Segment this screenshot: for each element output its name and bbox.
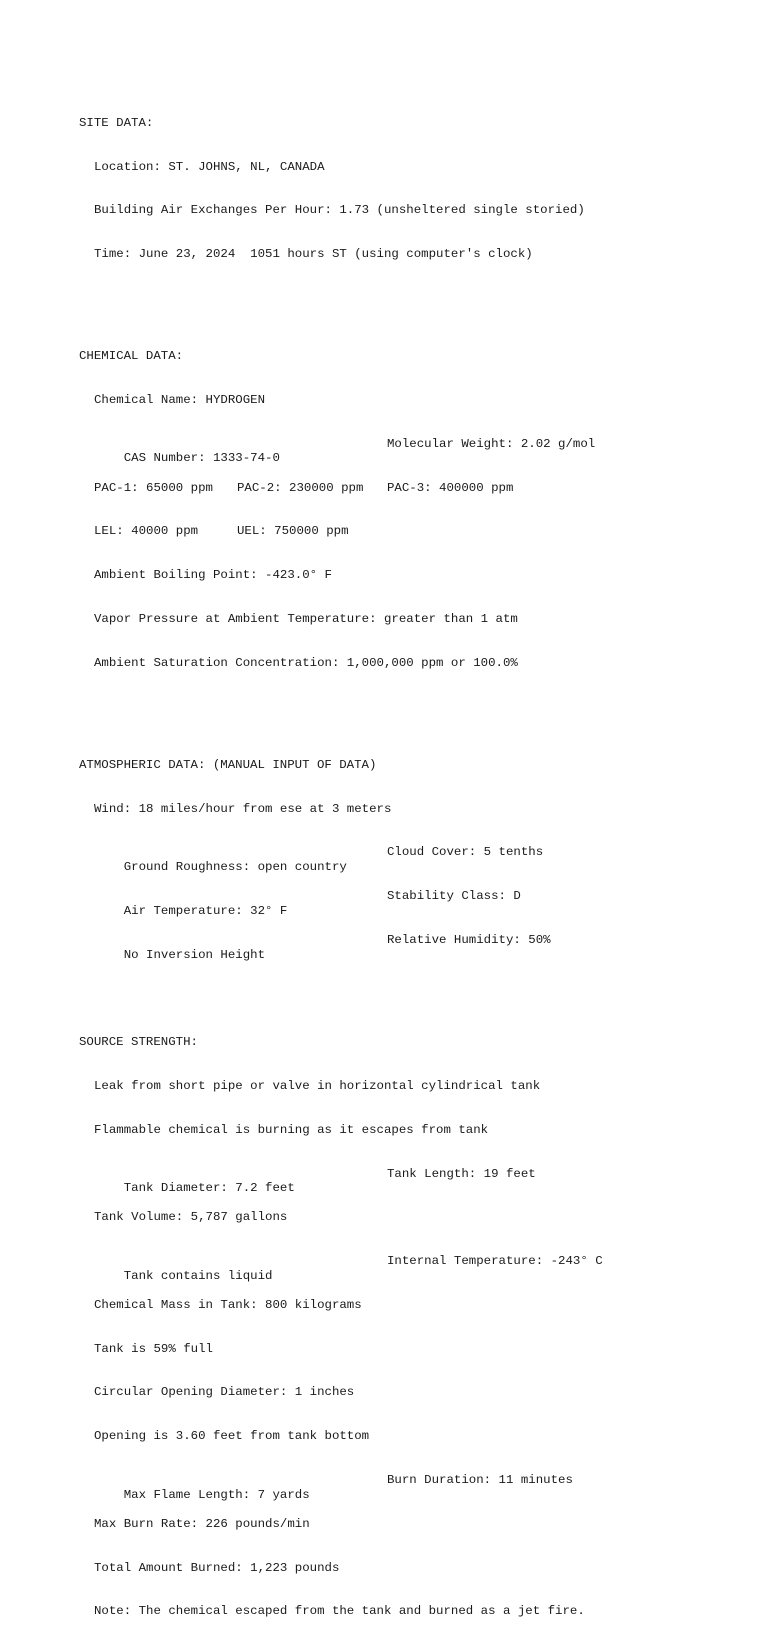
inversion-row — [79, 933, 585, 962]
boiling-point-line: Ambient Boiling Point: -423.0° F — [94, 568, 332, 583]
uel-value: UEL: 750000 ppm — [237, 524, 349, 539]
internal-temperature: Internal Temperature: -243° C — [387, 1254, 603, 1269]
chemical-mass-line: Chemical Mass in Tank: 800 kilograms — [94, 1297, 362, 1312]
max-flame-length: Max Flame Length: 7 yards — [123, 1487, 310, 1502]
air-exchanges-line: Building Air Exchanges Per Hour: 1.73 (unsheltered single storied) — [94, 203, 585, 218]
tank-dimensions-row — [79, 1166, 585, 1196]
lel-value: LEL: 40000 ppm — [94, 524, 199, 539]
cas-row — [79, 436, 596, 466]
cas-number: CAS Number: 1333-74-0 — [123, 451, 280, 466]
note-line: Note: The chemical escaped from the tank and burned as a jet fire. — [94, 1604, 585, 1619]
time-line: Time: June 23, 2024 1051 hours ST (using computer's clock) — [94, 247, 533, 262]
tank-length: Tank Length: 19 feet — [387, 1166, 536, 1181]
burn-duration: Burn Duration: 11 minutes — [387, 1473, 573, 1487]
air-temperature: Air Temperature: 32° F — [123, 903, 288, 918]
tank-diameter: Tank Diameter: 7.2 feet — [123, 1181, 295, 1196]
text-summary-report — [79, 72, 603, 1648]
pac-row — [79, 481, 585, 496]
pac1-value: PAC-1: 65000 ppm — [94, 480, 213, 495]
flammability-limits-row — [79, 524, 585, 539]
chemical-data-heading: CHEMICAL DATA: — [79, 349, 184, 364]
stability-class: Stability Class: D — [387, 889, 521, 904]
roughness-row — [79, 845, 585, 875]
leak-line: Leak from short pipe or valve in horizontal cylindrical tank — [94, 1078, 541, 1093]
section-spacer — [79, 700, 585, 715]
tank-contents: Tank contains liquid — [123, 1268, 273, 1283]
cloud-cover: Cloud Cover: 5 tenths — [387, 845, 544, 860]
vapor-pressure-line: Vapor Pressure at Ambient Temperature: greater than 1 atm — [94, 611, 518, 626]
opening-diameter-line: Circular Opening Diameter: 1 inches — [94, 1385, 355, 1400]
source-strength-heading: SOURCE STRENGTH: — [79, 1035, 198, 1050]
atmospheric-data-heading: ATMOSPHERIC DATA: (MANUAL INPUT OF DATA) — [79, 757, 377, 772]
relative-humidity: Relative Humidity: 50% — [387, 933, 551, 948]
opening-height-line: Opening is 3.60 feet from tank bottom — [94, 1429, 370, 1444]
inversion-height: No Inversion Height — [123, 947, 266, 962]
wind-line: Wind: 18 miles/hour from ese at 3 meters — [94, 801, 392, 816]
section-spacer — [79, 977, 585, 992]
ground-roughness: Ground Roughness: open country — [123, 860, 347, 875]
burn-rate-line: Max Burn Rate: 226 pounds/min — [94, 1516, 310, 1531]
flame-row — [79, 1473, 585, 1502]
flammable-line: Flammable chemical is burning as it escapes from tank — [94, 1122, 489, 1137]
pac3-value: PAC-3: 400000 ppm — [387, 480, 514, 495]
location-line: Location: ST. JOHNS, NL, CANADA — [94, 159, 325, 174]
molecular-weight: Molecular Weight: 2.02 g/mol — [387, 436, 596, 451]
chemical-name-line: Chemical Name: HYDROGEN — [94, 393, 266, 408]
saturation-line: Ambient Saturation Concentration: 1,000,000 ppm or 100.0% — [94, 655, 518, 670]
tank-contents-row — [79, 1254, 603, 1283]
section-spacer — [79, 291, 585, 306]
site-data-heading: SITE DATA: — [79, 115, 154, 130]
total-burned-line: Total Amount Burned: 1,223 pounds — [94, 1560, 340, 1575]
air-temperature-row — [79, 889, 585, 918]
pac2-value: PAC-2: 230000 ppm — [237, 480, 364, 495]
tank-full-line: Tank is 59% full — [94, 1341, 213, 1356]
tank-volume-line: Tank Volume: 5,787 gallons — [94, 1210, 288, 1225]
